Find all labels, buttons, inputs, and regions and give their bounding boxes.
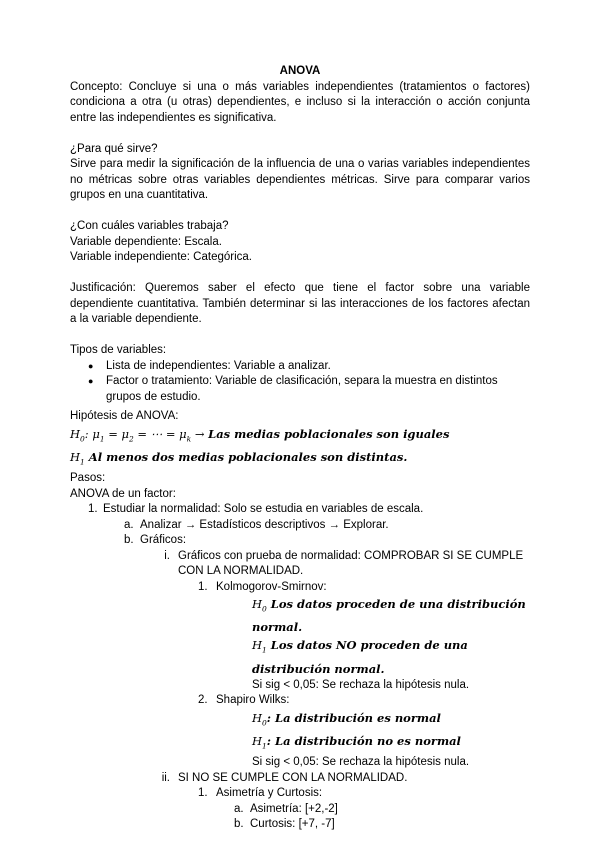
math-text: = μ [104, 426, 129, 441]
math-symbol: H [70, 426, 81, 441]
math-statement: Las medias poblacionales son iguales [208, 426, 450, 441]
step-text: SI NO SE CUMPLE CON LA NORMALIDAD. [178, 771, 408, 784]
step-text: Curtosis: [+7, -7] [250, 818, 335, 831]
step-text: Analizar → Estadísticos descriptivos → Explorar. [140, 518, 389, 531]
step-asimetria-rango [70, 802, 530, 818]
spacer [70, 204, 530, 220]
pasos-subheading: ANOVA de un factor: [70, 487, 176, 500]
document-title: ANOVA [279, 65, 321, 77]
math-symbol: H [252, 597, 263, 612]
math-text: : μ [84, 426, 100, 441]
step-text: Gráficos con prueba de normalidad: COMPROBAR SI SE CUMPLE CON LA NORMALIDAD. [178, 549, 524, 578]
step-no-cumple-normalidad [70, 771, 530, 787]
math-subscript: k [186, 433, 192, 443]
math-statement: : La distribución no es normal [266, 733, 461, 748]
spacer [70, 328, 530, 344]
kolmogorov-h0-line [252, 595, 530, 636]
math-symbol: H [252, 638, 263, 653]
step-text: Shapiro Wilks: [216, 694, 290, 707]
justificacion-paragraph: Justificación: Queremos saber el efecto que tiene el factor sobre una variable dependiente cuantitativa. También determinar si las interacciones de los factores afectan a la variable dependiente. [70, 282, 530, 325]
list-marker: 1. [198, 580, 208, 593]
list-marker: a. [124, 518, 134, 531]
step-normalidad [70, 502, 530, 518]
step-graficos [70, 533, 530, 549]
kolmogorov-h1-line [252, 636, 530, 677]
step-text: Asimetría y Curtosis: [216, 787, 323, 800]
shapiro-h0-line [252, 709, 530, 732]
math-statement: Al menos dos medias poblacionales son distintas. [84, 449, 408, 464]
para-que-heading: ¿Para qué sirve? [70, 142, 158, 155]
concepto-paragraph: Concepto: Concluye si una o más variables independientes (tratamientos o factores) condiciona a otra (u otras) dependientes, e incluso si la interacción o acción conjunta entre las independientes es significativa. [70, 80, 530, 124]
hipotesis-heading: Hipótesis de ANOVA: [70, 410, 179, 422]
list-marker: 1. [198, 787, 208, 800]
math-statement: Los datos proceden de una distribución normal. [252, 597, 526, 635]
step-text: Asimetría: [+2,-2] [250, 802, 338, 815]
math-subscript: 1 [80, 457, 85, 467]
list-marker: ii. [161, 771, 170, 784]
list-marker: i. [164, 549, 170, 562]
list-marker: a. [234, 802, 244, 815]
hypothesis-h1-line [70, 448, 530, 471]
math-symbol: H [70, 449, 81, 464]
math-subscript: 0 [80, 433, 85, 443]
step-asimetria-curtosis [70, 786, 530, 802]
math-subscript: 0 [262, 717, 267, 727]
bullet-icon: ● [88, 376, 94, 386]
spacer [70, 266, 530, 282]
list-marker: 2. [198, 694, 208, 707]
step-text: Gráficos: [140, 534, 187, 547]
spacer [70, 126, 530, 142]
math-statement: : La distribución es normal [266, 710, 441, 725]
math-subscript: 1 [262, 645, 267, 655]
math-subscript: 1 [262, 741, 267, 751]
list-marker: b. [234, 818, 244, 831]
math-statement: Los datos NO proceden de una distribución normal. [252, 638, 468, 676]
step-shapiro [70, 693, 530, 709]
para-que-body: Sirve para medir la significación de la influencia de una o varias variables independientes no métricas sobre otras variables dependientes métricas. Sirve para comparar varios grupos en una cuantitativa. [70, 158, 530, 201]
step-text: Kolmogorov-Smirnov: [216, 580, 327, 593]
bullet-item-lista [70, 359, 530, 375]
arrow-glyph: → [191, 426, 209, 441]
kolmogorov-sig-rule: Si sig < 0,05: Se rechaza la hipótesis nula. [252, 678, 470, 691]
pasos-heading: Pasos: [70, 472, 106, 485]
tipos-heading: Tipos de variables: [70, 344, 167, 356]
math-subscript: 2 [129, 433, 134, 443]
step-curtosis-rango [70, 817, 530, 833]
bullet-text: Lista de independientes: Variable a analizar. [106, 359, 331, 372]
math-subscript: 0 [262, 604, 267, 614]
step-graficos-prueba-normalidad [70, 549, 530, 580]
shapiro-h1-line [252, 732, 530, 755]
math-subscript: 1 [99, 433, 105, 443]
bullet-icon: ● [88, 360, 94, 371]
shapiro-sig-rule: Si sig < 0,05: Se rechaza la hipótesis nula. [252, 756, 470, 769]
step-kolmogorov [70, 580, 530, 596]
hypothesis-h0-line [70, 425, 530, 448]
math-text: = ⋯ = μ [133, 426, 187, 441]
bullet-text: Factor o tratamiento: Variable de clasificación, separa la muestra en distintos grupos de estudio. [106, 375, 498, 403]
step-analizar [70, 518, 530, 534]
variables-heading: ¿Con cuáles variables trabaja? [70, 220, 229, 232]
variable-dependiente-line: Variable dependiente: Escala. [70, 235, 222, 248]
list-marker: 1. [88, 503, 98, 516]
step-text: Estudiar la normalidad: Solo se estudia en variables de escala. [103, 503, 424, 516]
variable-independiente-line: Variable independiente: Categórica. [70, 251, 252, 263]
bullet-item-factor [70, 374, 530, 405]
math-symbol: H [252, 710, 263, 725]
math-symbol: H [252, 733, 263, 748]
list-marker: b. [124, 534, 134, 547]
